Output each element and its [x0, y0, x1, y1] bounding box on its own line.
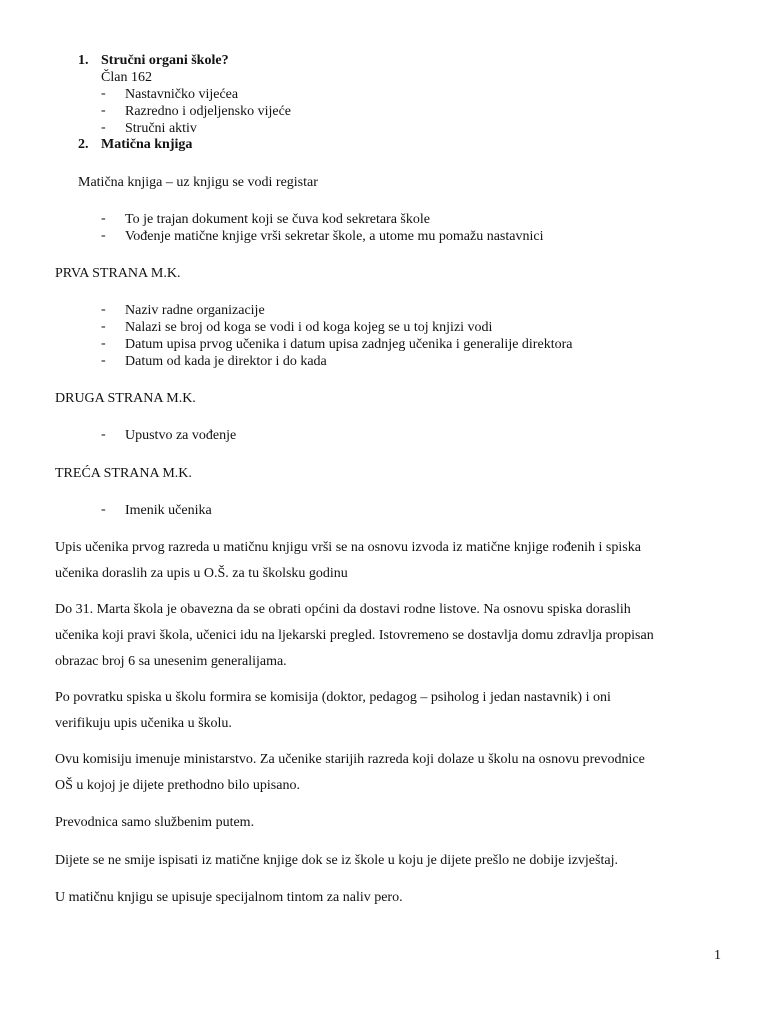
paragraph-line: Ovu komisiju imenuje ministarstvo. Za učenike starijih razreda koji dolaze u školu na osnovu prevodnice	[55, 752, 645, 767]
list-dash: -	[101, 427, 106, 442]
paragraph-line: Upis učenika prvog razreda u matičnu knjigu vrši se na osnovu izvoda iz matične knjige rođenih i spiska	[55, 540, 641, 555]
list-item: Naziv radne organizacije	[125, 303, 265, 318]
paragraph-line: učenika doraslih za upis u O.Š. za tu školsku godinu	[55, 566, 348, 581]
list-item: Datum od kada je direktor i do kada	[125, 354, 327, 369]
paragraph-line: obrazac broj 6 sa unesenim generalijama.	[55, 654, 287, 669]
list-dash: -	[101, 502, 106, 517]
paragraph-line: Do 31. Marta škola je obavezna da se obrati općini da dostavi rodne listove. Na osnovu spiska doraslih	[55, 602, 631, 617]
list-dash: -	[101, 336, 106, 351]
list-dash: -	[101, 302, 106, 317]
section2-heading: Matična knjiga	[101, 137, 193, 152]
section1-number: 1.	[78, 53, 89, 68]
list-item: Nalazi se broj od koga se vodi i od koga kojeg se u toj knjizi vodi	[125, 320, 493, 335]
list-item: Datum upisa prvog učenika i datum upisa zadnjeg učenika i generalije direktora	[125, 337, 573, 352]
prva-title: PRVA STRANA M.K.	[55, 266, 181, 281]
paragraph-line: U matičnu knjigu se upisuje specijalnom tintom za naliv pero.	[55, 890, 403, 905]
list-dash: -	[101, 353, 106, 368]
paragraph-line: verifikuju upis učenika u školu.	[55, 716, 232, 731]
section1-heading: Stručni organi škole?	[101, 53, 229, 68]
paragraph-line: OŠ u kojoj je dijete prethodno bilo upisano.	[55, 778, 300, 793]
section1-subheading: Član 162	[101, 70, 152, 85]
paragraph-line: učenika koji pravi škola, učenici idu na ljekarski pregled. Istovremeno se dostavlja domu zdravlja propisan	[55, 628, 654, 643]
treca-title: TREĆA STRANA M.K.	[55, 466, 192, 481]
list-item: Stručni aktiv	[125, 121, 197, 136]
list-dash: -	[101, 103, 106, 118]
paragraph-line: Prevodnica samo službenim putem.	[55, 815, 255, 830]
list-item: Upustvo za vođenje	[125, 428, 237, 443]
druga-title: DRUGA STRANA M.K.	[55, 391, 196, 406]
list-dash: -	[101, 120, 106, 135]
list-item: Nastavničko vijećea	[125, 87, 239, 102]
list-item: Imenik učenika	[125, 503, 212, 518]
list-dash: -	[101, 86, 106, 101]
paragraph-line: Po povratku spiska u školu formira se komisija (doktor, pedagog – psiholog i jedan nastavnik) i oni	[55, 690, 611, 705]
section2-number: 2.	[78, 137, 89, 152]
list-item: Vođenje matične knjige vrši sekretar škole, a utome mu pomažu nastavnici	[125, 229, 544, 244]
list-dash: -	[101, 228, 106, 243]
list-dash: -	[101, 319, 106, 334]
page-number: 1	[714, 948, 721, 963]
paragraph-line: Dijete se ne smije ispisati iz matične knjige dok se iz škole u koju je dijete prešlo ne dobije izvještaj.	[55, 853, 618, 868]
section2-intro: Matična knjiga – uz knjigu se vodi registar	[78, 175, 318, 190]
list-dash: -	[101, 211, 106, 226]
list-item: To je trajan dokument koji se čuva kod sekretara škole	[125, 212, 430, 227]
list-item: Razredno i odjeljensko vijeće	[125, 104, 291, 119]
